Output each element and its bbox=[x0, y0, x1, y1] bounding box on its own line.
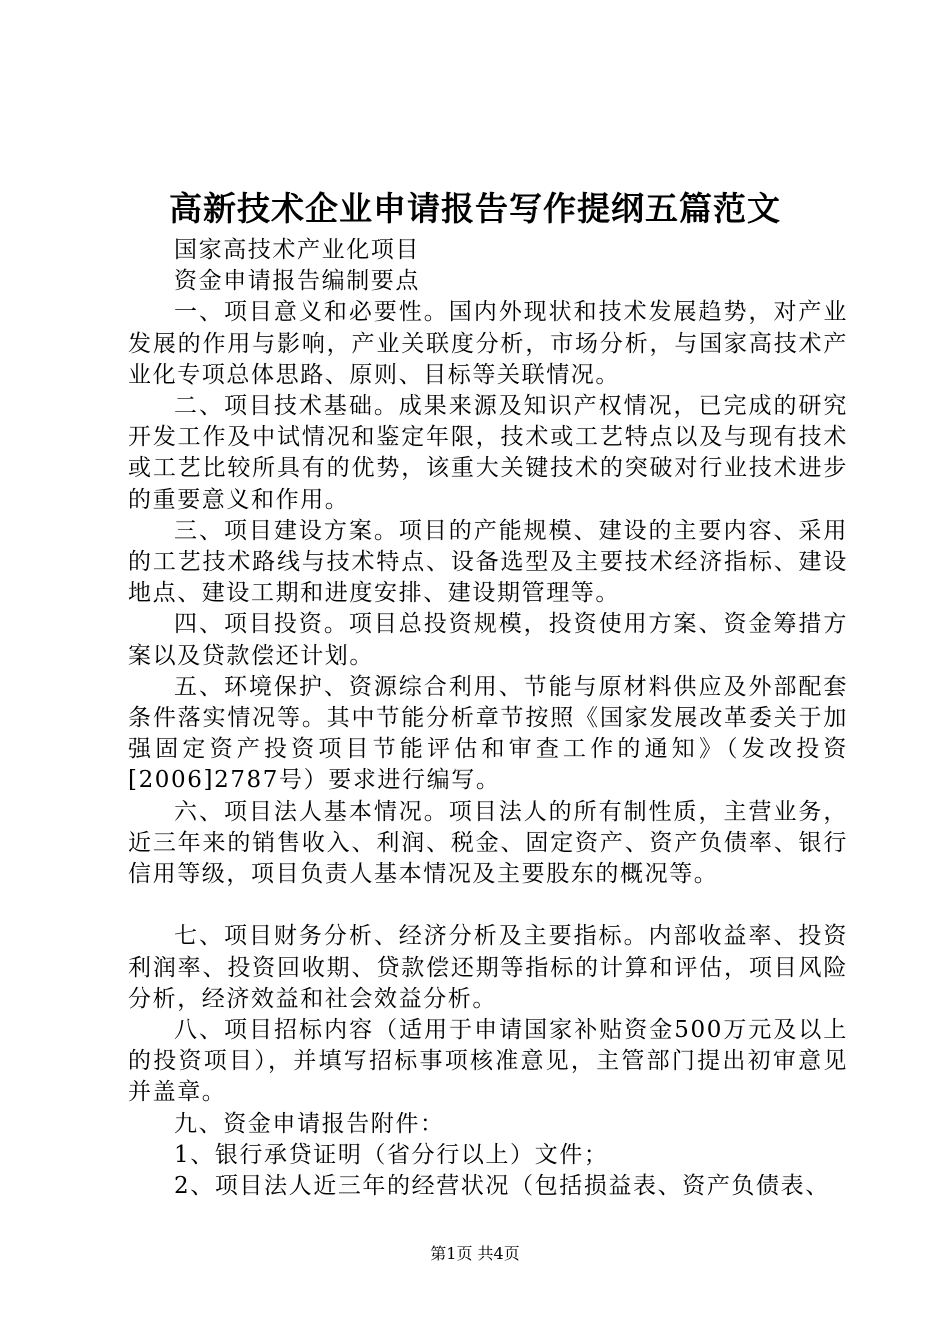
section-3-paragraph: 三、项目建设方案。项目的产能规模、建设的主要内容、采用的工艺技术路线与技术特点、设备选型及主要技术经济指标、建设地点、建设工期和进度安排、建设期管理等。 bbox=[128, 517, 848, 607]
document-title: 高新技术企业申请报告写作提纲五篇范文 bbox=[169, 189, 781, 228]
section-9-heading: 九、资金申请报告附件： bbox=[174, 1110, 445, 1137]
subtitle-line-2: 资金申请报告编制要点 bbox=[174, 268, 420, 295]
section-4-paragraph: 四、项目投资。项目总投资规模，投资使用方案、资金筹措方案以及贷款偿还计划。 bbox=[128, 611, 848, 669]
paragraph-gap bbox=[128, 890, 848, 921]
document-body bbox=[128, 235, 848, 1202]
section-5-paragraph: 五、环境保护、资源综合利用、节能与原材料供应及外部配套条件落实情况等。其中节能分析章节按照《国家发展改革委关于加强固定资产投资项目节能评估和审查工作的通知》（发改投资[2006]2787号）要求进行编写。 bbox=[128, 673, 848, 794]
attachment-item-2: 2、项目法人近三年的经营状况（包括损益表、资产负债表、 bbox=[174, 1173, 830, 1200]
section-7-paragraph: 七、项目财务分析、经济分析及主要指标。内部收益率、投资利润率、投资回收期、贷款偿还期等指标的计算和评估，项目风险分析，经济效益和社会效益分析。 bbox=[128, 923, 848, 1012]
attachment-item-1: 1、银行承贷证明（省分行以上）文件； bbox=[174, 1141, 609, 1168]
page-footer: 第1页 共4页 bbox=[430, 1244, 520, 1263]
section-2-paragraph: 二、项目技术基础。成果来源及知识产权情况，已完成的研究开发工作及中试情况和鉴定年限，技术或工艺特点以及与现有技术或工艺比较所具有的优势，该重大关键技术的突破对行业技术进步的重要意义和作用。 bbox=[128, 393, 848, 513]
section-8-paragraph: 八、项目招标内容（适用于申请国家补贴资金500万元及以上的投资项目），并填写招标事项核准意见，主管部门提出初审意见并盖章。 bbox=[128, 1017, 848, 1106]
subtitle-line-1: 国家高技术产业化项目 bbox=[174, 237, 420, 263]
section-6-paragraph: 六、项目法人基本情况。项目法人的所有制性质，主营业务，近三年来的销售收入、利润、税金、固定资产、资产负债率、银行信用等级，项目负责人基本情况及主要股东的概况等。 bbox=[128, 798, 848, 888]
section-1-paragraph: 一、项目意义和必要性。国内外现状和技术发展趋势，对产业发展的作用与影响，产业关联度分析，市场分析，与国家高技术产业化专项总体思路、原则、目标等关联情况。 bbox=[128, 299, 848, 388]
